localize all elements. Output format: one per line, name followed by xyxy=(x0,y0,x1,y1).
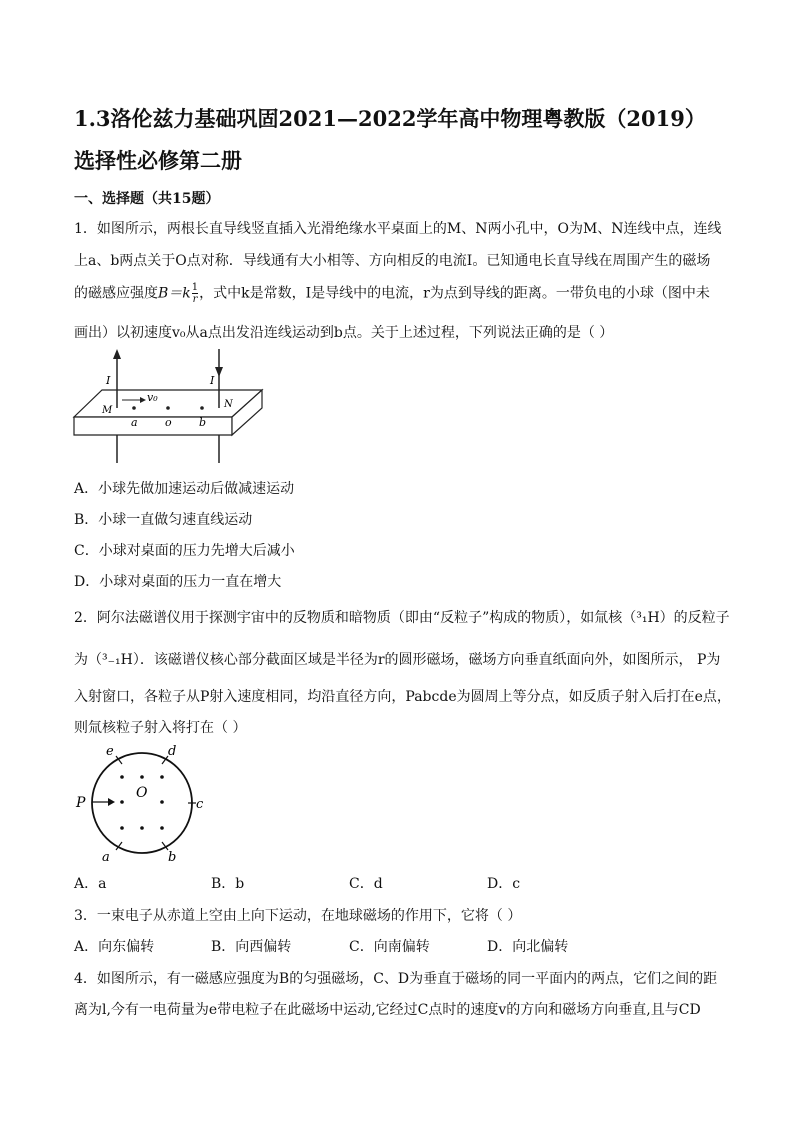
point-b-dot xyxy=(200,406,204,410)
label-I-left: I xyxy=(106,374,111,387)
label-a: a xyxy=(102,850,110,865)
fraction-numerator: 1 xyxy=(191,282,199,293)
label-a: a xyxy=(131,416,138,429)
q2-line-2: 为（³₋₁H）．该磁谱仪核心部分截面区域是半径为r的圆形磁场，磁场方向垂直纸面向外，如图所示， P为 xyxy=(74,652,721,668)
field-circle xyxy=(92,753,192,853)
label-O: O xyxy=(136,785,148,801)
q1-line-2: 上a、b两点关于O点对称．导线通有大小相等、方向相反的电流I。已知通电长直导线在周围产生的磁场 xyxy=(74,253,711,269)
label-b: b xyxy=(199,416,207,429)
label-b: b xyxy=(168,850,177,865)
q2-option-b: B．b xyxy=(211,876,245,892)
q3-option-a: A．向东偏转 xyxy=(74,939,155,955)
q3-option-b: B．向西偏转 xyxy=(211,939,292,955)
q1-option-d: D．小球对桌面的压力一直在增大 xyxy=(74,574,282,590)
q3-line-1: 3．一束电子从赤道上空由上向下运动，在地球磁场的作用下，它将（ ） xyxy=(74,908,522,924)
field-dots xyxy=(120,775,164,830)
q2-line-3: 入射窗口，各粒子从P射入速度相同，均沿直径方向，Pabcde为圆周上等分点，如反质子射入后打在e点， xyxy=(74,689,731,705)
table-front xyxy=(74,417,232,435)
q4-line-2: 离为l,今有一电荷量为e带电粒子在此磁场中运动,它经过C点时的速度v的方向和磁场方向垂直,且与CD xyxy=(74,1002,701,1018)
label-o: o xyxy=(165,416,172,429)
formula-fraction xyxy=(192,282,198,305)
label-N: N xyxy=(224,399,233,410)
q2-line-4: 则氚核粒子射入将打在（ ） xyxy=(74,720,247,736)
q3-option-d: D．向北偏转 xyxy=(487,939,569,955)
label-P: P xyxy=(76,795,86,811)
q1-option-b: B．小球一直做匀速直线运动 xyxy=(74,512,253,528)
q1-option-c: C．小球对桌面的压力先增大后减小 xyxy=(74,543,295,559)
fraction-denominator: r xyxy=(192,294,198,305)
q1-line-4: 画出）以初速度v₀从a点出发沿连线运动到b点。关于上述过程，下列说法正确的是（ ） xyxy=(74,325,614,341)
page-title: 1.3洛伦兹力基础巩固2021—2022学年高中物理粤教版（2019）选择性必修第二册 xyxy=(74,106,706,173)
q1-line-3-b: ，式中k是常数，I是导线中的电流，r为点到导线的距离。一带负电的小球（图中未 xyxy=(199,285,710,302)
point-a-dot xyxy=(132,406,136,410)
q2-option-a: A．a xyxy=(74,876,107,892)
section-heading: 一、选择题（共15题） xyxy=(74,191,220,207)
formula-lhs: B＝k xyxy=(158,285,191,302)
q4-line-1: 4．如图所示，有一磁感应强度为B的匀强磁场，C、D为垂直于磁场的同一平面内的两点，它们之间的距 xyxy=(74,971,718,987)
label-c: c xyxy=(196,797,204,812)
q2-option-c: C．d xyxy=(349,876,383,892)
q3-option-c: C．向南偏转 xyxy=(349,939,430,955)
label-d: d xyxy=(168,744,177,759)
q2-figure xyxy=(70,740,220,865)
q2-option-d: D．c xyxy=(487,876,521,892)
q1-line-1: 1．如图所示，两根长直导线竖直插入光滑绝缘水平桌面上的M、N两小孔中，O为M、N连线中点，连线 xyxy=(74,221,722,237)
q1-figure xyxy=(72,345,272,465)
q1-line-3 xyxy=(74,282,710,305)
q1-line-3-a: 的磁感应强度 xyxy=(74,285,158,302)
label-e: e xyxy=(106,744,114,759)
point-o-dot xyxy=(166,406,170,410)
right-wire-arrow-icon xyxy=(215,367,223,377)
label-M: M xyxy=(102,405,113,416)
q1-option-a: A．小球先做加速运动后做减速运动 xyxy=(74,481,295,497)
label-v0: v₀ xyxy=(147,391,158,404)
left-wire-arrow-icon xyxy=(113,349,121,359)
entry-arrow-head-icon xyxy=(108,798,115,806)
label-I-right: I xyxy=(210,374,215,387)
q2-line-1: 2．阿尔法磁谱仪用于探测宇宙中的反物质和暗物质（即由“反粒子”构成的物质），如氚核（³₁H）的反粒子 xyxy=(74,610,730,626)
